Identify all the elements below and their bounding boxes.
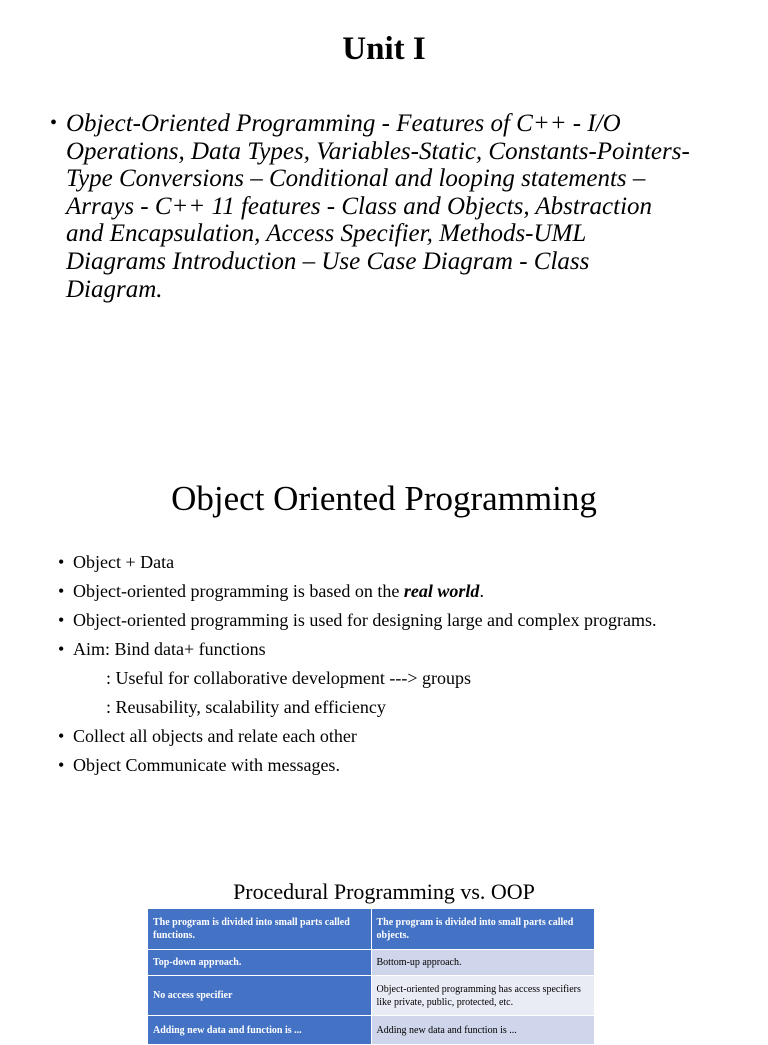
- table-cell: Adding new data and function is ...: [148, 1016, 372, 1045]
- list-item-text: [73, 577, 484, 606]
- table-header-row: [148, 909, 595, 950]
- sub-list-item: [56, 693, 746, 722]
- sub-list-item-text: : Useful for collaborative development ---> groups: [106, 668, 472, 688]
- sub-list-item: [56, 664, 746, 693]
- comparison-table: [147, 908, 595, 1045]
- unit-topics-text: Object-Oriented Programming - Features of C++ - I/O Operations, Data Types, Variables-Static, Constants-Pointers-Type Conversions – Conditional and looping statements – Arrays - C++ 11 features - Class and Objects, Abstraction and Encapsulation, Access Specifier, Methods-UML Diagrams Introduction – Use Case Diagram - Class Diagram.: [66, 110, 690, 303]
- table-cell: Object-oriented programming has access specifiers like private, public, protected, etc.: [371, 976, 595, 1016]
- list-item-text-before: Object-oriented programming is based on the: [73, 581, 404, 601]
- table-header-cell: The program is divided into small parts called objects.: [371, 909, 595, 950]
- table-row: [148, 950, 595, 976]
- bullet-icon: •: [50, 112, 58, 134]
- table-row: [148, 1016, 595, 1045]
- bullet-icon: •: [58, 581, 65, 601]
- list-item: [56, 606, 746, 635]
- bullet-icon: •: [58, 755, 65, 775]
- list-item: [56, 548, 746, 577]
- table-cell: Bottom-up approach.: [371, 950, 595, 976]
- table-row: [148, 976, 595, 1016]
- bullet-icon: •: [58, 552, 65, 572]
- bullet-icon: •: [58, 639, 65, 659]
- unit-topics-bullet: [50, 110, 690, 303]
- sub-list-item-text: : Reusability, scalability and efficiency: [106, 697, 386, 717]
- oop-title: Object Oriented Programming: [171, 479, 597, 518]
- list-item: [56, 722, 746, 751]
- oop-bullet-list: [56, 548, 746, 780]
- list-item: [56, 635, 746, 664]
- list-item-text: Collect all objects and relate each other: [73, 726, 357, 746]
- table-cell: No access specifier: [148, 976, 372, 1016]
- list-item-text: Object Communicate with messages.: [73, 755, 340, 775]
- list-item-text: Object + Data: [73, 552, 175, 572]
- unit-title: Unit I: [342, 31, 426, 67]
- comparison-title: Procedural Programming vs. OOP: [233, 879, 535, 904]
- list-item: [56, 577, 746, 606]
- bullet-icon: •: [58, 726, 65, 746]
- bullet-icon: •: [58, 610, 65, 630]
- list-item-text: Aim: Bind data+ functions: [73, 639, 266, 659]
- list-item-text: Object-oriented programming is used for designing large and complex programs.: [73, 610, 657, 630]
- table-cell: Adding new data and function is ...: [371, 1016, 595, 1045]
- list-item: [56, 751, 746, 780]
- emphasis-real-world: real world: [403, 581, 480, 601]
- table-cell: Top-down approach.: [148, 950, 372, 976]
- table-header-cell: The program is divided into small parts called functions.: [148, 909, 372, 950]
- list-item-text-after: .: [479, 581, 484, 601]
